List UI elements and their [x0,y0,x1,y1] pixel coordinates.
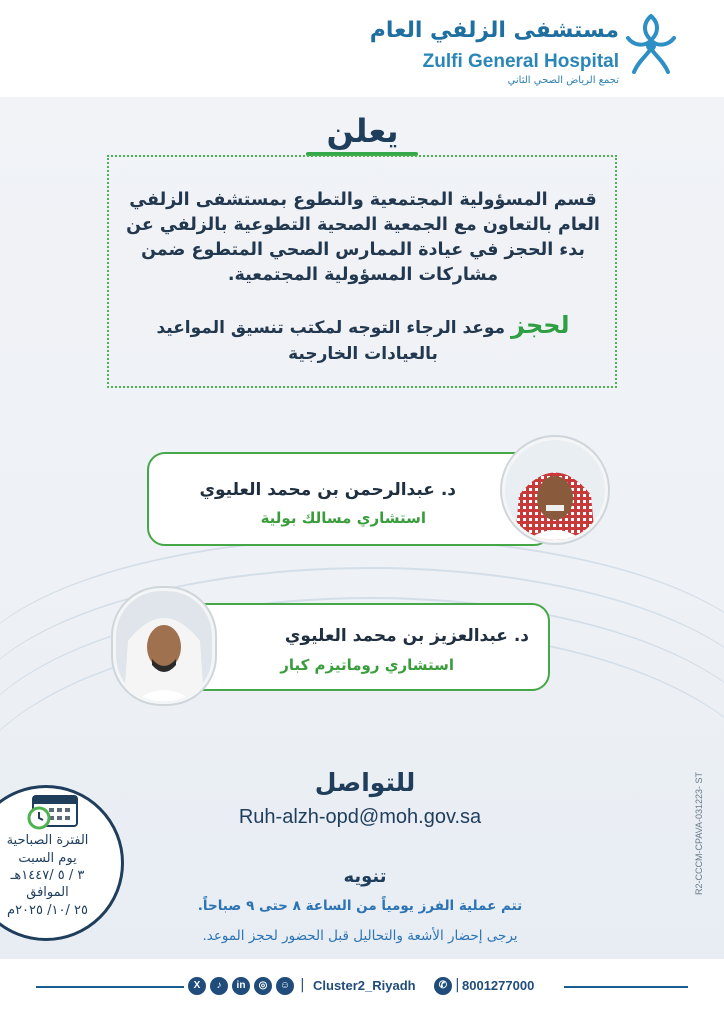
x-icon[interactable]: X [188,977,206,995]
doctor-name-2: د. عبدالعزيز بن محمد العليوي [284,626,529,646]
doctor-specialty-1: استشاري مسالك بولية [260,509,426,527]
header [0,0,724,97]
linkedin-icon[interactable]: in [232,977,250,995]
footer-handle[interactable]: Cluster2_Riyadh [313,978,416,993]
schedule-corresponding: الموافق [26,885,69,900]
booking-text: موعد الرجاء التوجه لمكتب تنسيق المواعيد بالعيادات الخارجية [156,318,506,364]
instagram-icon[interactable]: ◎ [254,977,272,995]
note-line-1: تتم عملية الفرز يومياً من الساعة ٨ حتى ٩ صباحاً. [197,898,523,914]
hospital-name-arabic: مستشفى الزلفي العام [369,18,619,43]
snapchat-icon[interactable]: ☺ [276,977,294,995]
schedule-day: يوم السبت [18,851,77,866]
footer-separator: | [455,977,460,993]
tiktok-icon[interactable]: ♪ [210,977,228,995]
booking-instructions [120,312,606,367]
phone-icon: ✆ [434,977,452,995]
note-title: تنويه [343,866,387,887]
cluster-name: تجمع الرياض الصحي الثاني [507,75,619,86]
contact-email-link[interactable]: Ruh-alzh-opd@moh.gov.sa [238,806,482,828]
contact-title: للتواصل [314,768,416,797]
hospital-logo-icon [622,10,680,88]
doctor-photo-2 [113,588,215,704]
schedule-gregorian-date: ٢٥ /١٠/ ٢٠٢٥م [7,903,88,918]
footer-phone[interactable]: 8001277000 [462,978,535,993]
schedule-hijri-date: ٣ / ٥ /١٤٤٧هـ [10,868,85,883]
document-code: R2-CCCM-CPAVA-031223- ST [694,771,704,895]
footer-separator: | [300,977,305,993]
footer-divider-left [36,986,184,988]
booking-word: لحجز [511,311,570,339]
doctor-photo-1 [502,437,608,543]
note-line-2: يرجى إحضار الأشعة والتحاليل قبل الحضور لحجز الموعد. [202,928,518,944]
announcement-title: يعلن [326,112,399,150]
announcement-paragraph: قسم المسؤولية المجتمعية والتطوع بمستشفى الزلفي العام بالتعاون مع الجمعية الصحية التطوعية بالزلفي عن بدء الحجز في عيادة الممارس الصحي المتطوع ضمن مشاركات المسؤولية المجتمعية. [126,190,600,285]
calendar-clock-icon [27,790,81,830]
footer-divider-right [564,986,688,988]
hospital-name-english: Zulfi General Hospital [422,51,619,72]
doctor-specialty-2: استشاري روماتيزم كبار [280,656,454,674]
doctor-card-2 [172,603,550,691]
doctor-name-1: د. عبدالرحمن بن محمد العليوي [199,480,456,500]
schedule-period: الفترة الصباحية [6,833,89,848]
